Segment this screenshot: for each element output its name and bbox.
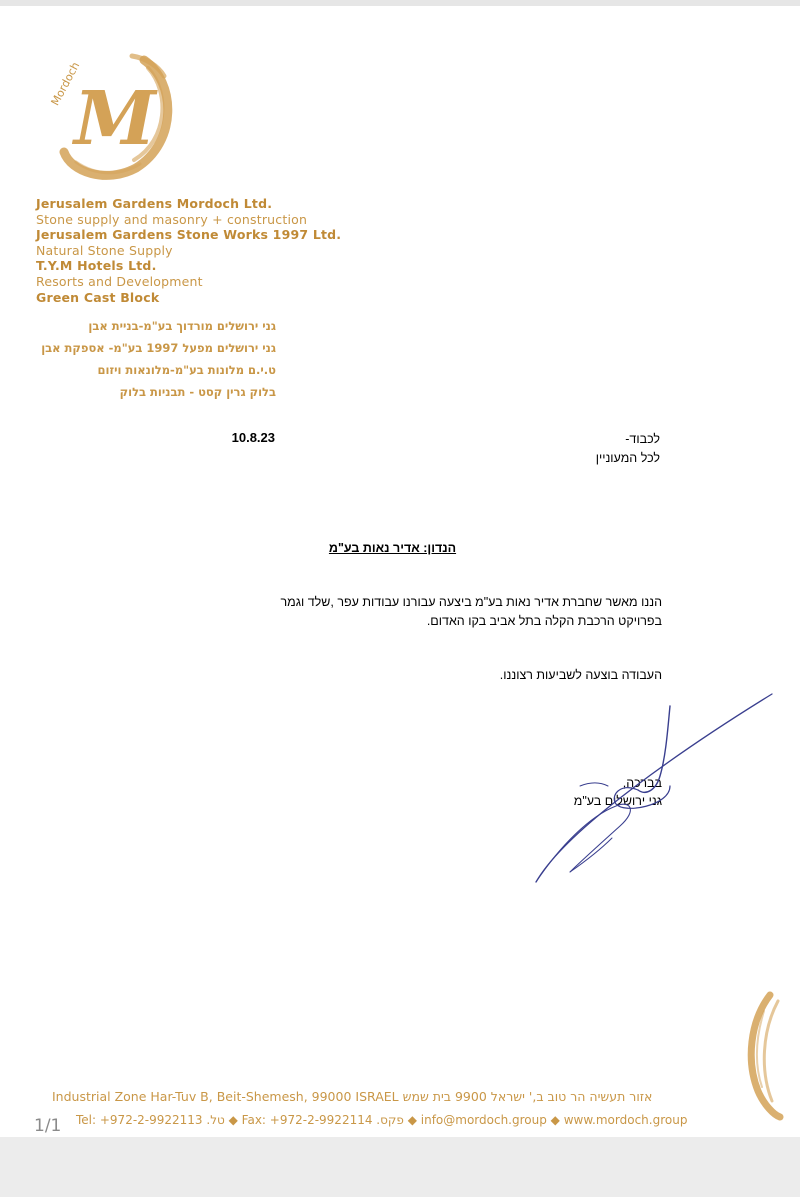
handwritten-signature <box>520 686 790 896</box>
footer-contact: Tel: +972-2-9922113 .טל ◆ Fax: +972-2-9922114 .פקס ◆ info@mordoch.group ◆ www.mordoch.group <box>76 1113 688 1127</box>
company-name-hotels: T.Y.M Hotels Ltd. <box>36 258 157 274</box>
letter-recipient <box>460 430 660 468</box>
hebrew-company-line: גני ירושלים מורדוך בע"מ-בניית אבן <box>88 319 276 333</box>
letter-satisfaction: העבודה בוצעה לשביעות רצוננו. <box>499 668 662 682</box>
company-name-mordoch: Jerusalem Gardens Mordoch Ltd. <box>36 196 273 211</box>
letter-body-line: בפרויקט הרכבת הקלה בתל אביב בקו האדום. <box>426 614 662 628</box>
closing-company: גני ירושלים בע"מ <box>573 794 662 808</box>
mordoch-logo <box>36 42 176 182</box>
company-name-green-cast: Green Cast Block <box>36 289 160 305</box>
closing-greeting: בברכה, <box>622 776 662 790</box>
hebrew-company-line: ט.י.ם מלונות בע"מ-מלונאות ויזום <box>97 363 276 377</box>
logo-letter: M <box>74 76 156 162</box>
logo-wordmark: Mordoch <box>48 59 83 108</box>
document-page <box>0 6 800 1137</box>
hebrew-company-line: בלוק גרין קסט - תבניות בלוק <box>119 385 276 399</box>
company-desc-masonry: Stone supply and masonry + construction <box>36 211 308 227</box>
recipient-name: לכל המעוניין <box>595 451 660 465</box>
company-desc-stone-supply: Natural Stone Supply <box>36 242 173 258</box>
recipient-salutation: לכבוד- <box>625 432 660 446</box>
footer-address: Industrial Zone Har-Tuv B, Beit-Shemesh, 99000 ISRAEL אזור תעשיה הר טוב ב,' ישראל 9900 בית שמש <box>52 1089 653 1104</box>
page-indicator: 1/1 <box>34 1116 62 1136</box>
letter-body-line: הננו מאשר שחברת אדיר נאות בע"מ ביצעה עבורנו עבודות עפר ,שלד וגמר <box>280 595 662 609</box>
hebrew-company-line: גני ירושלים מפעל 1997 בע"מ- אספקת אבן <box>41 341 276 355</box>
company-details-hebrew <box>36 315 276 403</box>
letter-subject: הנדון: אדיר נאות בע"מ <box>328 541 457 555</box>
company-details <box>36 196 456 305</box>
company-desc-resorts: Resorts and Development <box>36 273 203 289</box>
company-name-stone-works: Jerusalem Gardens Stone Works 1997 Ltd. <box>36 227 342 243</box>
letter-body <box>262 593 662 631</box>
letter-date: 10.8.23 <box>231 430 275 445</box>
viewer-bottom-area <box>0 1137 800 1197</box>
